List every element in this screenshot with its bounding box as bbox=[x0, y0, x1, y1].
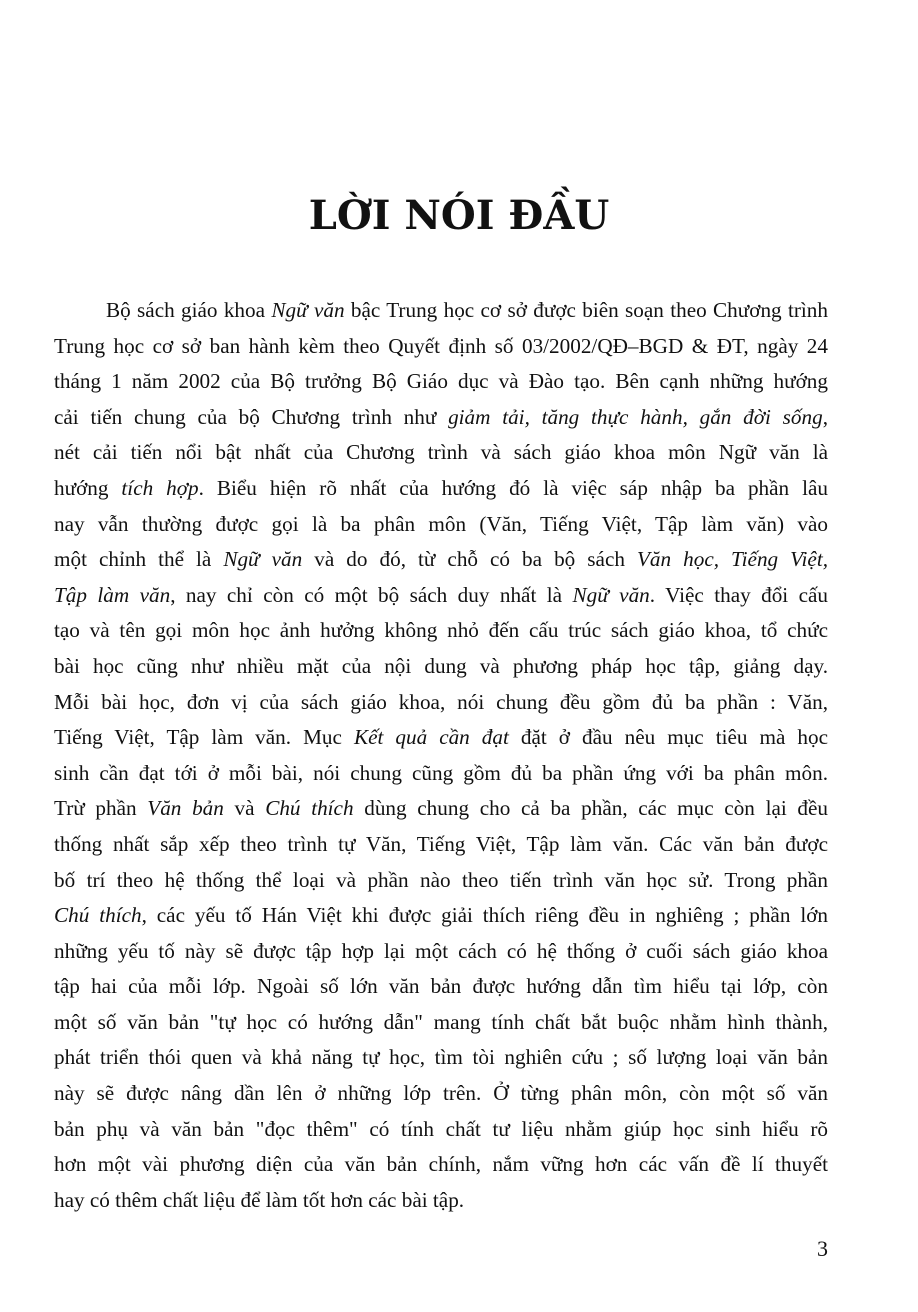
preface-paragraph bbox=[54, 293, 828, 1218]
italic-text-segment: Ngữ văn bbox=[223, 547, 303, 572]
italic-text-segment: Văn bản bbox=[147, 796, 224, 821]
text-line bbox=[54, 685, 828, 721]
text-line bbox=[54, 471, 828, 507]
text-line bbox=[54, 720, 828, 756]
text-segment: hay có thêm chất liệu để làm tốt hơn các bài tập. bbox=[54, 1187, 465, 1212]
text-line bbox=[54, 791, 828, 827]
text-line bbox=[54, 1112, 828, 1148]
text-segment: thống nhất sắp xếp theo trình tự Văn, Tiếng Việt, Tập làm văn. Các văn bản được bbox=[54, 831, 828, 856]
text-line bbox=[54, 1076, 828, 1112]
text-segment: sinh cần đạt tới ở mỗi bài, nói chung cũng gồm đủ ba phần ứng với ba phân môn. bbox=[54, 760, 828, 785]
text-line bbox=[54, 293, 828, 329]
text-segment: tập hai của mỗi lớp. Ngoài số lớn văn bản được hướng dẫn tìm hiểu tại lớp, còn bbox=[54, 974, 828, 999]
text-line bbox=[54, 756, 828, 792]
text-segment: , nay chỉ còn có một bộ sách duy nhất là bbox=[170, 582, 573, 607]
text-segment: Bộ sách giáo khoa bbox=[106, 298, 272, 322]
text-segment: Tiếng Việt, Tập làm văn. Mục bbox=[54, 725, 354, 750]
page-title: LỜI NÓI ĐẦU bbox=[308, 192, 610, 239]
text-segment: đặt ở đầu nêu mục tiêu mà học bbox=[508, 725, 828, 750]
text-segment: phát triển thói quen và khả năng tự học, tìm tòi nghiên cứu ; số lượng loại văn bản bbox=[54, 1045, 828, 1070]
text-segment: bố trí theo hệ thống thể loại và phần nào theo tiến trình văn học sử. Trong phần bbox=[54, 867, 828, 892]
text-line bbox=[54, 329, 828, 365]
italic-text-segment: Ngữ văn bbox=[572, 582, 650, 607]
text-segment: cải tiến chung của bộ Chương trình như bbox=[54, 404, 449, 429]
text-line bbox=[54, 400, 828, 436]
text-segment: . Việc thay đổi cấu bbox=[649, 582, 829, 607]
text-line bbox=[54, 613, 828, 649]
italic-text-segment: Tập làm văn bbox=[54, 582, 171, 607]
text-segment: Mỗi bài học, đơn vị của sách giáo khoa, nói chung đều gồm đủ ba phần : Văn, bbox=[54, 689, 828, 714]
text-segment: hướng bbox=[54, 475, 122, 500]
text-segment: dùng chung cho cả ba phần, các mục còn lại đều bbox=[353, 796, 829, 821]
text-segment: bài học cũng như nhiều mặt của nội dung và phương pháp học tập, giảng dạy. bbox=[54, 653, 828, 678]
italic-text-segment: Chú thích bbox=[265, 796, 354, 821]
text-line bbox=[54, 435, 828, 471]
text-line bbox=[54, 364, 828, 400]
italic-text-segment: Văn học, Tiếng Việt, bbox=[636, 547, 829, 572]
text-segment: nay vẫn thường được gọi là ba phân môn (Văn, Tiếng Việt, Tập làm văn) vào bbox=[54, 511, 828, 536]
text-line bbox=[54, 1040, 828, 1076]
text-line bbox=[54, 863, 828, 899]
text-segment: Trừ phần bbox=[54, 796, 148, 821]
text-segment: , các yếu tố Hán Việt khi được giải thích riêng đều in nghiêng ; phần lớn bbox=[141, 903, 829, 928]
text-line bbox=[54, 542, 828, 578]
text-line bbox=[54, 649, 828, 685]
text-segment: một số văn bản "tự học có hướng dẫn" mang tính chất bắt buộc nhằm hình thành, bbox=[54, 1009, 828, 1034]
italic-text-segment: Ngữ văn bbox=[271, 298, 345, 322]
text-segment: tạo và tên gọi môn học ảnh hưởng không nhỏ đến cấu trúc sách giáo khoa, tổ chức bbox=[54, 618, 828, 643]
text-line bbox=[54, 1147, 828, 1183]
text-line bbox=[54, 1183, 828, 1219]
text-line bbox=[54, 898, 828, 934]
text-segment: . Biểu hiện rõ nhất của hướng đó là việc sáp nhập ba phần lâu bbox=[198, 475, 828, 500]
text-segment: những yếu tố này sẽ được tập hợp lại một cách có hệ thống ở cuối sách giáo khoa bbox=[54, 938, 828, 963]
text-line bbox=[54, 934, 828, 970]
text-segment: nét cải tiến nổi bật nhất của Chương trình và sách giáo khoa môn Ngữ văn là bbox=[54, 440, 828, 465]
italic-text-segment: Chú thích bbox=[54, 903, 142, 928]
text-segment: tháng 1 năm 2002 của Bộ trưởng Bộ Giáo dục và Đào tạo. Bên cạnh những hướng bbox=[54, 369, 828, 394]
text-segment: và do đó, từ chỗ có ba bộ sách bbox=[302, 547, 637, 572]
text-segment: một chỉnh thể là bbox=[54, 547, 224, 572]
text-line bbox=[54, 827, 828, 863]
text-segment: và bbox=[223, 796, 266, 821]
text-line bbox=[54, 1005, 828, 1041]
text-segment: hơn một vài phương diện của văn bản chính, nắm vững hơn các vấn đề lí thuyết bbox=[54, 1152, 828, 1177]
text-segment: này sẽ được nâng dần lên ở những lớp trên. Ở từng phân môn, còn một số văn bbox=[54, 1081, 828, 1106]
text-line bbox=[54, 578, 828, 614]
text-segment: Trung học cơ sở ban hành kèm theo Quyết định số 03/2002/QĐ–BGD & ĐT, ngày 24 bbox=[54, 333, 828, 358]
text-segment: bậc Trung học cơ sở được biên soạn theo Chương trình bbox=[344, 298, 828, 322]
italic-text-segment: Kết quả cần đạt bbox=[353, 725, 509, 750]
text-line bbox=[54, 507, 828, 543]
text-segment: bản phụ và văn bản "đọc thêm" có tính chất tư liệu nhằm giúp học sinh hiểu rõ bbox=[54, 1116, 828, 1141]
page-number: 3 bbox=[817, 1236, 828, 1261]
italic-text-segment: tích hợp bbox=[121, 475, 199, 500]
text-segment: , bbox=[822, 404, 828, 429]
italic-text-segment: giảm tải, tăng thực hành, gắn đời sống bbox=[448, 404, 823, 429]
text-line bbox=[54, 969, 828, 1005]
